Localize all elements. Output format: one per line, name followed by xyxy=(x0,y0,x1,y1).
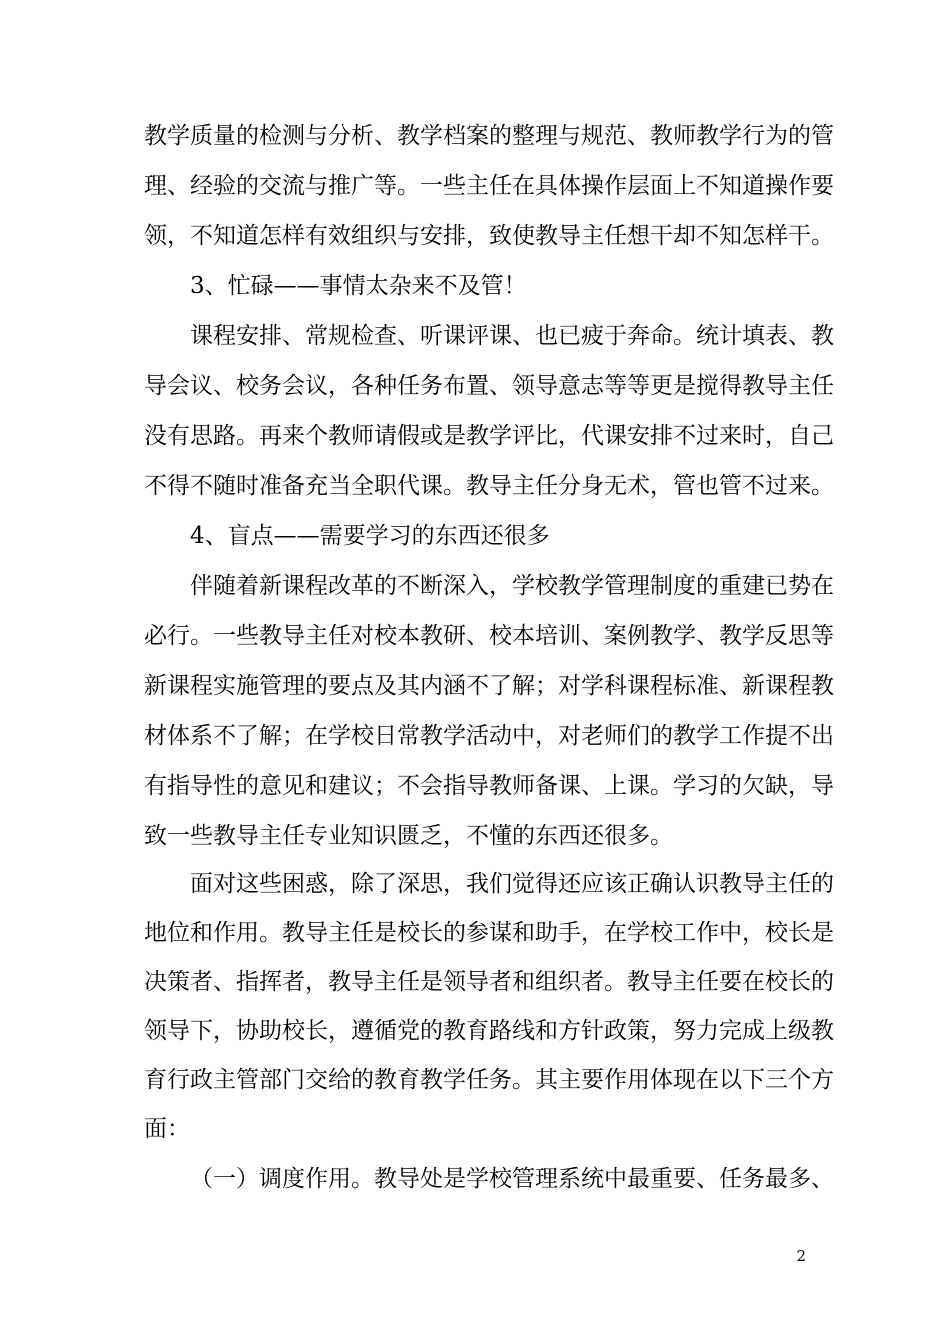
section-heading: 4、盲点——需要学习的东西还很多 xyxy=(190,523,550,549)
text-line: 新课程实施管理的要点及其内涵不了解；对学科课程标准、新课程教 xyxy=(144,673,834,699)
paragraph-first-line: 课程安排、常规检查、听课评课、也已疲于奔命。统计填表、教 xyxy=(190,323,834,349)
text-line: 导会议、校务会议，各种任务布置、领导意志等等更是搅得教导主任 xyxy=(144,373,834,399)
text-line: 决策者、指挥者，教导主任是领导者和组织者。教导主任要在校长的 xyxy=(144,969,834,995)
text-line: 理、经验的交流与推广等。一些主任在具体操作层面上不知道操作要 xyxy=(144,173,834,199)
text-line: 育行政主管部门交给的教育教学任务。其主要作用体现在以下三个方 xyxy=(144,1067,834,1093)
text-line: 必行。一些教导主任对校本教研、校本培训、案例教学、教学反思等 xyxy=(144,623,834,649)
text-line: 材体系不了解；在学校日常教学活动中，对老师们的教学工作提不出 xyxy=(144,723,834,749)
text-line: 领，不知道怎样有效组织与安排，致使教导主任想干却不知怎样干。 xyxy=(144,223,834,249)
text-line: 没有思路。再来个教师请假或是教学评比，代课安排不过来时，自己 xyxy=(144,423,834,449)
text-line: 不得不随时准备充当全职代课。教导主任分身无术，管也管不过来。 xyxy=(144,473,834,499)
text-line: 领导下，协助校长，遵循党的教育路线和方针政策，努力完成上级教 xyxy=(144,1018,834,1044)
page-number: 2 xyxy=(796,1247,806,1265)
text-line: 教学质量的检测与分析、教学档案的整理与规范、教师教学行为的管 xyxy=(144,123,834,149)
text-line: 面： xyxy=(144,1116,190,1142)
text-line: 致一些教导主任专业知识匮乏，不懂的东西还很多。 xyxy=(144,823,673,849)
paragraph-first-line: （一）调度作用。教导处是学校管理系统中最重要、任务最多、 xyxy=(190,1166,834,1192)
text-line: 有指导性的意见和建议；不会指导教师备课、上课。学习的欠缺，导 xyxy=(144,773,834,799)
section-heading: 3、忙碌——事情太杂来不及管！ xyxy=(190,273,527,299)
paragraph-first-line: 面对这些困惑，除了深思，我们觉得还应该正确认识教导主任的 xyxy=(190,871,834,897)
paragraph-first-line: 伴随着新课程改革的不断深入，学校教学管理制度的重建已势在 xyxy=(190,573,834,599)
text-line: 地位和作用。教导主任是校长的参谋和助手，在学校工作中，校长是 xyxy=(144,920,834,946)
